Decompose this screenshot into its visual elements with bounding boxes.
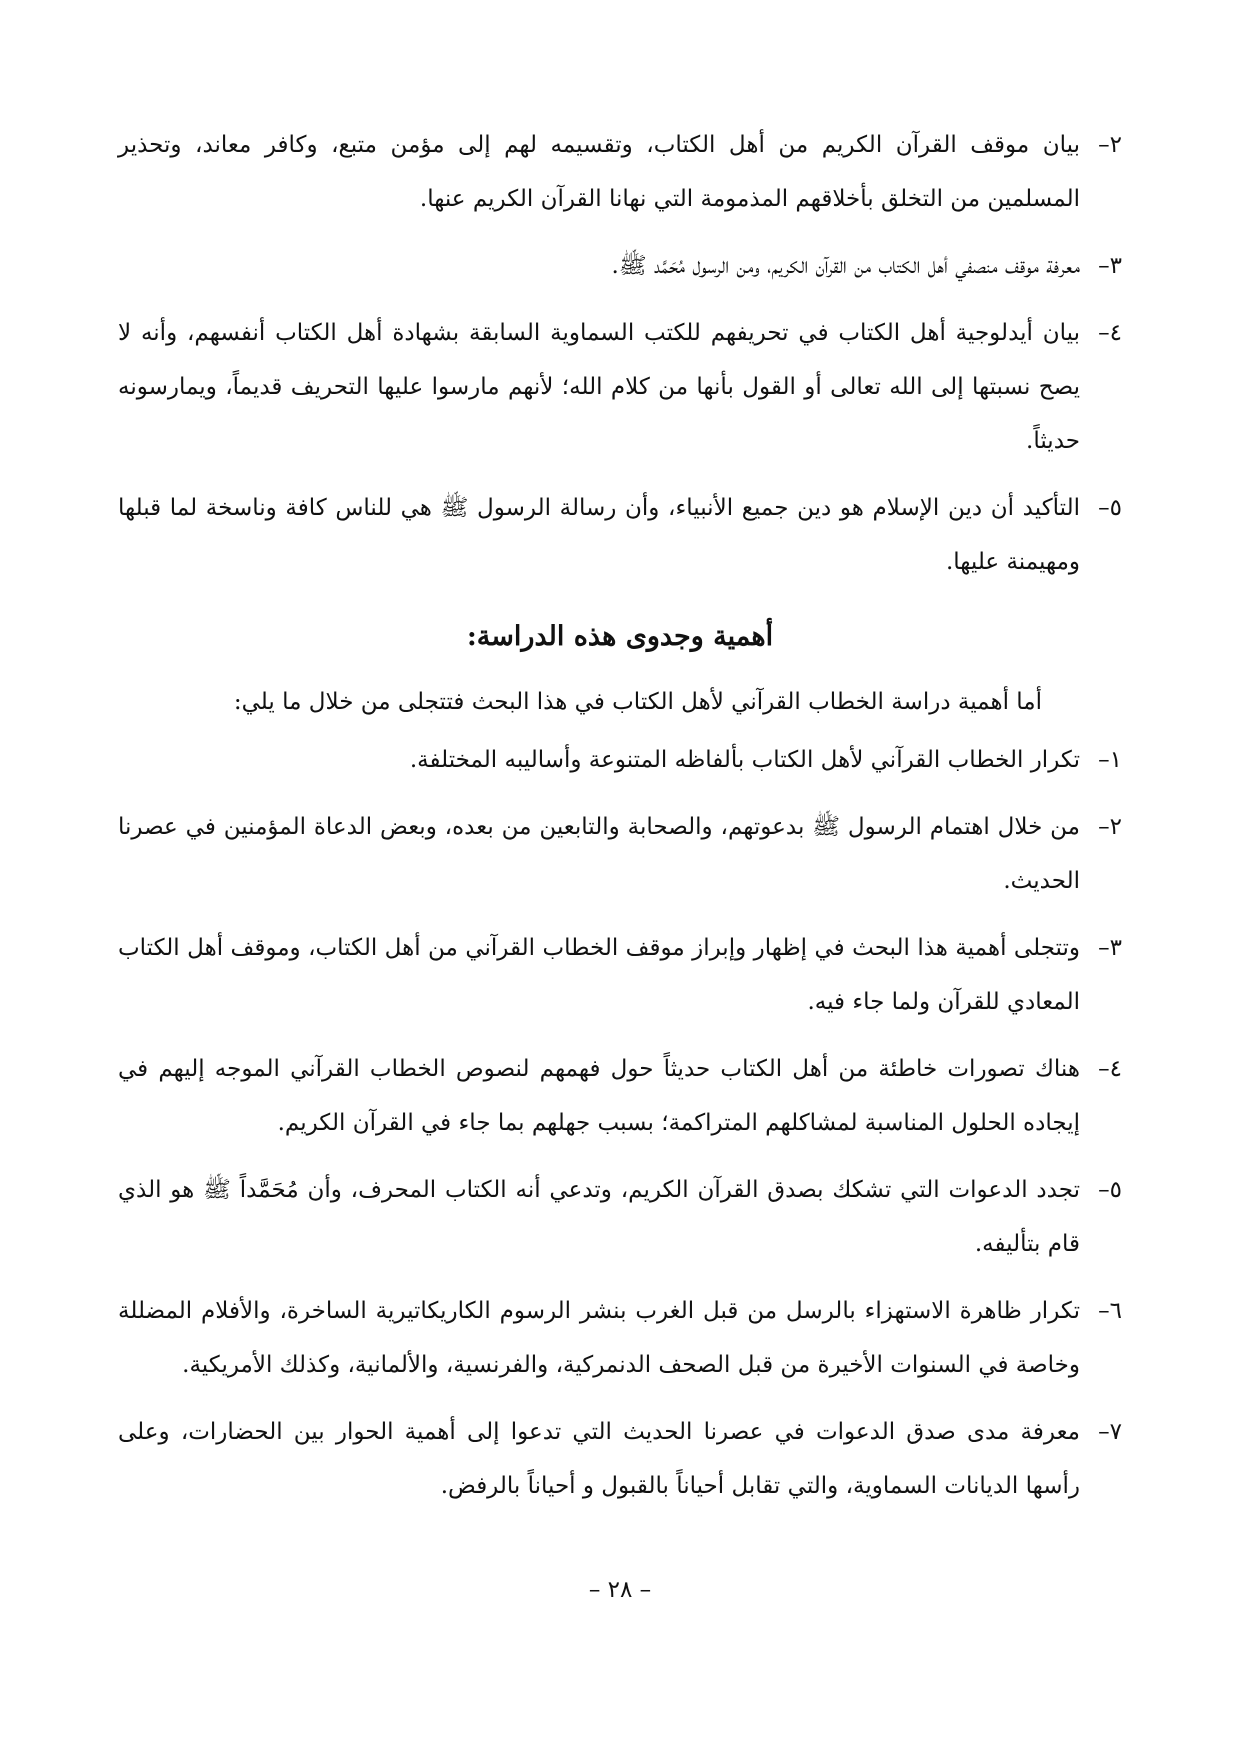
list-item-number: ٦– [1098,1298,1122,1324]
list-item-number: ٧– [1098,1419,1122,1445]
list-item [118,239,1122,293]
list-item-text: التأكيد أن دين الإسلام هو دين جميع الأنبياء، وأن رسالة الرسول ﷺ هي للناس كافة وناسخة لما قبلها ومهيمنة عليها. [118,495,1080,575]
objectives-list [118,118,1122,589]
list-item-text: معرفة مدى صدق الدعوات في عصرنا الحديث التي تدعوا إلى أهمية الحوار بين الحضارات، وعلى رأسها الديانات السماوية، والتي تقابل أحياناً بالقبول و أحياناً بالرفض. [118,1419,1080,1499]
list-item [118,800,1122,908]
list-item-text: بيان أيدلوجية أهل الكتاب في تحريفهم للكتب السماوية السابقة بشهادة أهل الكتاب أنفسهم، وأنه لا يصح نسبتها إلى الله تعالى أو القول بأنها من كلام الله؛ لأنهم مارسوا عليها التحريف قديماً، ويمارسونه حديثاً. [118,320,1080,454]
list-item [118,118,1122,226]
list-item-number: ٤– [1098,1056,1122,1082]
section-heading: أهمية وجدوى هذه الدراسة: [466,621,774,652]
list-item-text: تكرار ظاهرة الاستهزاء بالرسل من قبل الغرب بنشر الرسوم الكاريكاتيرية الساخرة، والأفلام المضللة وخاصة في السنوات الأخيرة من قبل الصحف الدنمركية، والفرنسية، والألمانية، وكذلك الأمريكية. [118,1298,1080,1378]
importance-list [118,733,1122,1513]
document-page [118,118,1122,1526]
list-item [118,1405,1122,1513]
list-item-number: ٣– [1098,253,1122,279]
list-item-number: ١– [1098,747,1122,773]
list-item-number: ٥– [1098,1177,1122,1203]
list-item [118,1163,1122,1271]
list-item-text: وتتجلى أهمية هذا البحث في إظهار وإبراز موقف الخطاب القرآني من أهل الكتاب، وموقف أهل الكتاب المعادي للقرآن ولما جاء فيه. [118,935,1080,1015]
page-number: – ٢٨ – [588,1577,652,1603]
section-intro: أما أهمية دراسة الخطاب القرآني لأهل الكتاب في هذا البحث فتتجلى من خلال ما يلي: [233,689,1042,715]
list-item-text: تكرار الخطاب القرآني لأهل الكتاب بألفاظه المتنوعة وأساليبه المختلفة. [409,747,1080,773]
list-item [118,306,1122,468]
list-item [118,1042,1122,1150]
list-item-text: من خلال اهتمام الرسول ﷺ بدعوتهم، والصحابة والتابعين من بعده، وبعض الدعاة المؤمنين في عصرنا الحديث. [118,814,1080,894]
list-item-text: تجدد الدعوات التي تشكك بصدق القرآن الكريم، وتدعي أنه الكتاب المحرف، وأن مُحَمَّداً ﷺ هو الذي قام بتأليفه. [118,1177,1080,1257]
list-item-text: معرفة موقف منصفي أهل الكتاب من القرآن الكريم، ومن الرسول مُحَمَّد ﷺ. [611,253,1080,279]
list-item-number: ٤– [1098,320,1122,346]
list-item-text: بيان موقف القرآن الكريم من أهل الكتاب، وتقسيمه لهم إلى مؤمن متبع، وكافر معاند، وتحذير المسلمين من التخلق بأخلاقهم المذمومة التي نهانا القرآن الكريم عنها. [118,132,1080,212]
list-item [118,481,1122,589]
list-item-number: ٣– [1098,935,1122,961]
list-item-text: هناك تصورات خاطئة من أهل الكتاب حديثاً حول فهمهم لنصوص الخطاب القرآني الموجه إليهم في إيجاده الحلول المناسبة لمشاكلهم المتراكمة؛ بسبب جهلهم بما جاء في القرآن الكريم. [118,1056,1080,1136]
list-item [118,1284,1122,1392]
list-item-number: ٢– [1098,814,1122,840]
list-item-number: ٥– [1098,495,1122,521]
list-item [118,921,1122,1029]
list-item [118,733,1122,787]
list-item-number: ٢– [1098,132,1122,158]
